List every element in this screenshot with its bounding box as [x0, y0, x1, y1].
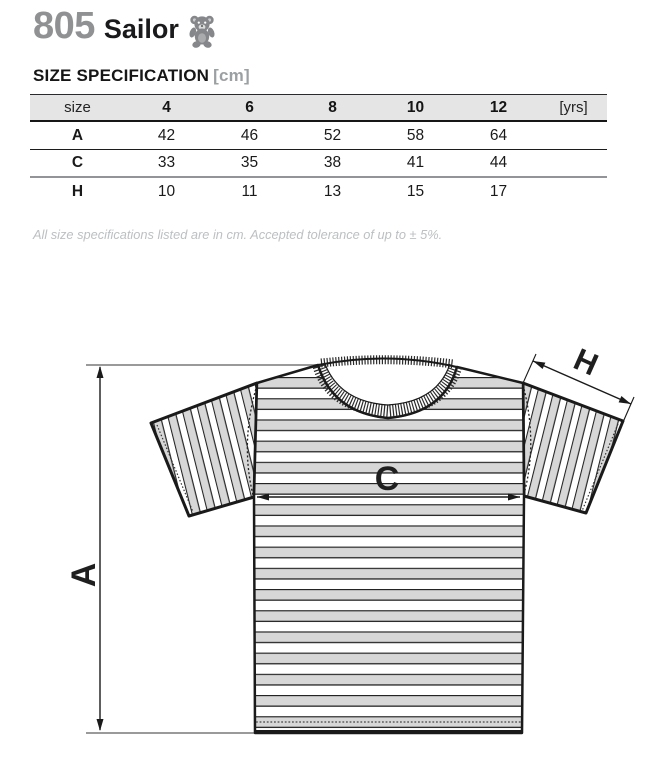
dimension-value: 64	[489, 126, 508, 144]
left-sleeve-shape	[151, 383, 257, 516]
page-title	[33, 5, 217, 48]
size-col-header: 6	[245, 98, 254, 116]
dimension-value: 35	[240, 154, 259, 171]
size-col-header: 10	[406, 98, 425, 116]
dimension-value: 52	[323, 126, 342, 144]
size-table-header-row	[30, 95, 607, 122]
measurement-a	[65, 366, 104, 731]
dimension-value: 17	[489, 183, 508, 200]
dimension-value: 10	[157, 183, 176, 200]
dimension-value: 15	[406, 183, 425, 200]
c-label: C	[374, 460, 400, 498]
dimension-value: 42	[157, 126, 176, 144]
h-extension-left	[524, 354, 537, 382]
shirt-body-shape	[254, 365, 524, 733]
spec-title-text: SIZE SPECIFICATION	[33, 66, 210, 85]
a-arrowhead-bottom	[97, 719, 104, 731]
size-unit-label: [yrs]	[559, 99, 588, 116]
shirt-body	[247, 365, 530, 733]
size-col-header: 8	[328, 98, 337, 116]
size-table	[30, 94, 607, 206]
left-sleeve	[151, 383, 257, 516]
dimension-value: 41	[406, 154, 425, 171]
product-code: 805	[33, 5, 95, 47]
product-name: Sailor	[103, 14, 179, 44]
dimension-label: C	[71, 154, 84, 171]
teddy-bear-icon	[187, 14, 217, 48]
size-table-corner-label: size	[64, 99, 91, 116]
table-row-h	[30, 178, 607, 206]
garment-diagram	[0, 330, 672, 761]
h-arrowhead-right	[619, 396, 631, 404]
dimension-value: 58	[406, 126, 425, 144]
tolerance-footnote: All size specifications listed are in cm. Accepted tolerance of up to ± 5%.	[33, 226, 443, 242]
dimension-value: 11	[241, 183, 258, 200]
spec-unit-text: [cm]	[213, 66, 250, 85]
a-label: A	[65, 562, 103, 588]
h-arrowhead-left	[533, 361, 545, 369]
a-arrowhead-top	[97, 366, 104, 378]
h-label: H	[568, 341, 604, 383]
dimension-value: 33	[157, 154, 176, 171]
dimension-value: 46	[240, 126, 259, 144]
dimension-label: H	[71, 183, 84, 200]
spec-section-heading	[33, 66, 250, 86]
table-row-a	[30, 122, 607, 150]
dimension-value: 38	[323, 154, 342, 171]
size-col-header: 4	[162, 98, 171, 116]
size-col-header: 12	[489, 98, 508, 116]
table-row-c	[30, 150, 607, 178]
dimension-value: 44	[489, 154, 508, 171]
dimension-value: 13	[323, 183, 342, 200]
dimension-label: A	[71, 126, 84, 144]
right-sleeve	[523, 383, 623, 513]
